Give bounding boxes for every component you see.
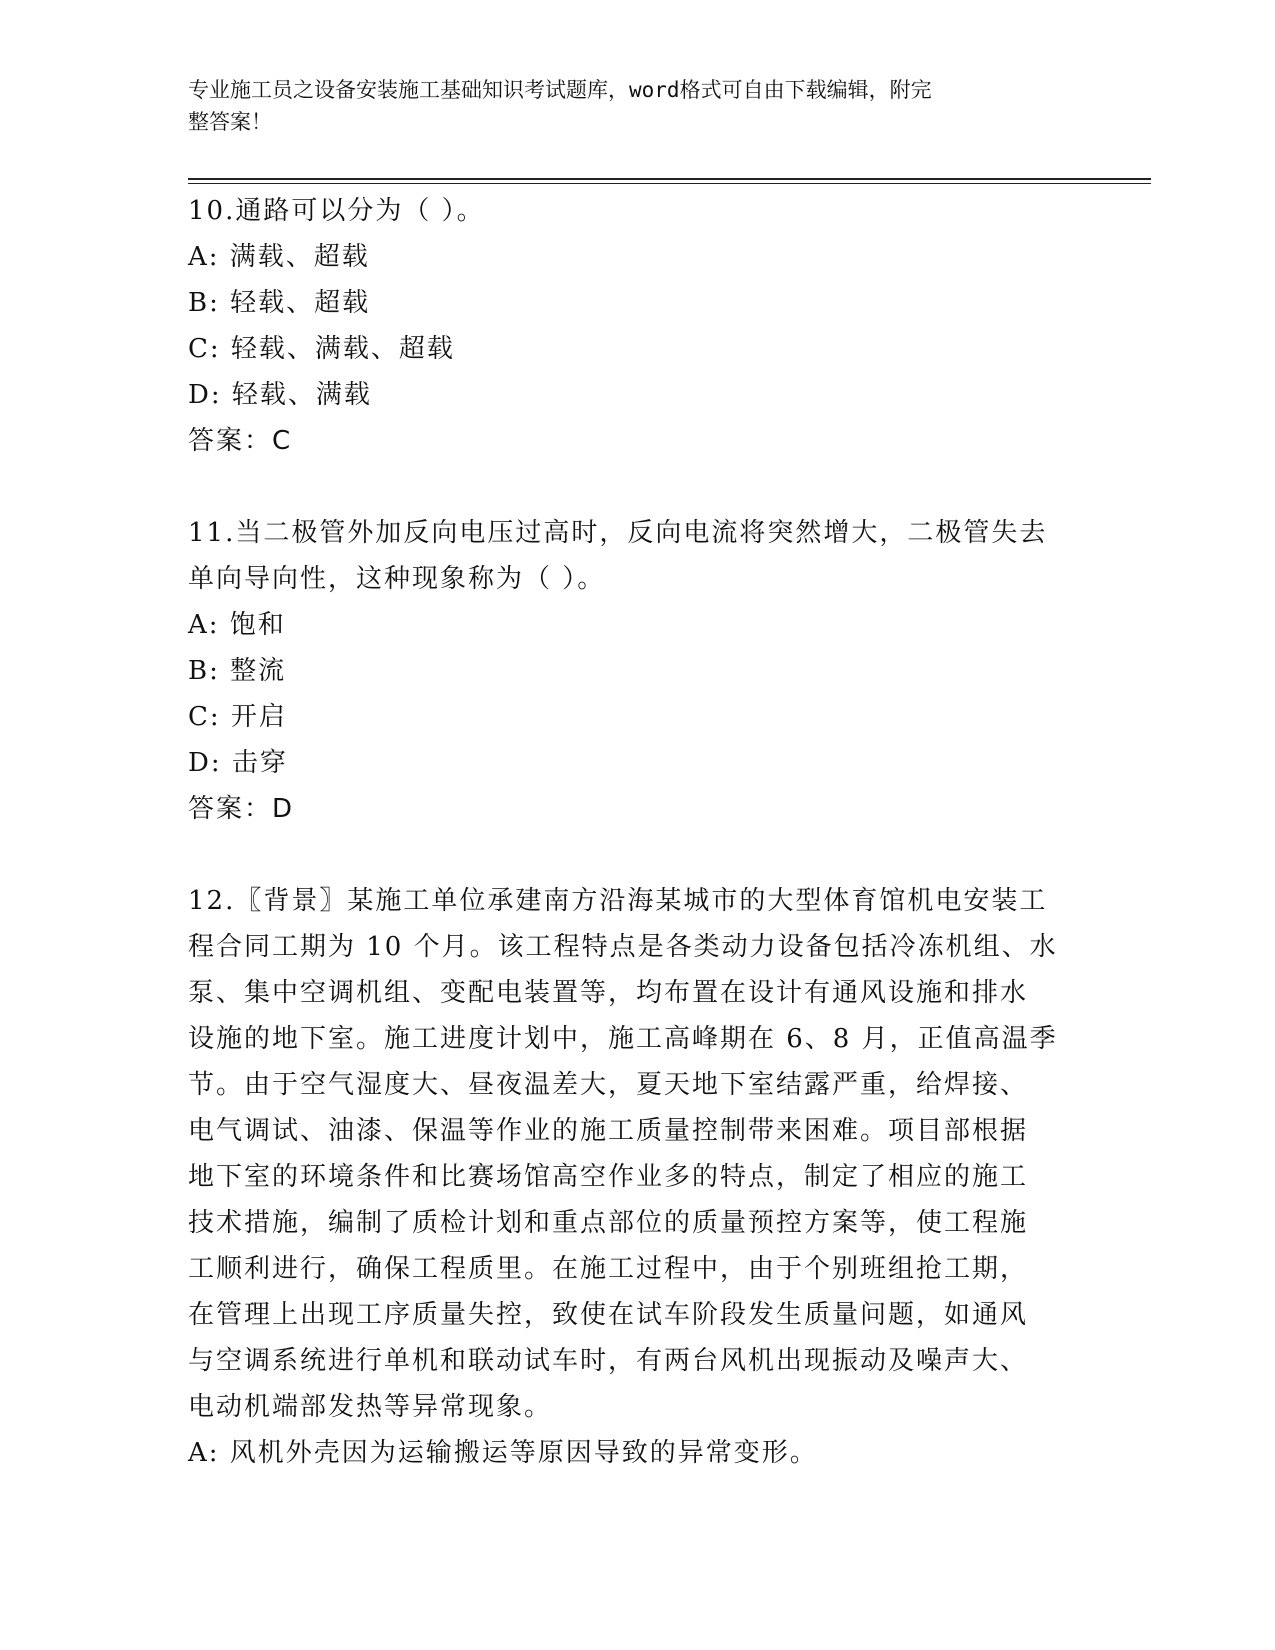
question-stem-line: 电动机端部发热等异常现象。 [188,1392,553,1422]
question-stem-line: 设施的地下室。施工进度计划中，施工高峰期在 6、8 月，正值高温季 [188,1024,1058,1054]
question-stem: 10.通路可以分为（ ）。 [188,196,485,226]
option-d: D: 轻载、满载 [188,380,372,410]
option-a: A: 饱和 [188,610,286,640]
question-list [188,188,1078,1476]
question-gap [188,464,1078,510]
question-stem-line: 12.〖背景〗某施工单位承建南方沿海某城市的大型体育馆机电安装工 [188,886,1048,916]
header-line-2: 整答案！ [188,110,272,134]
answer: 答案：C [188,426,293,456]
option-a: A: 风机外壳因为运输搬运等原因导致的异常变形。 [188,1438,818,1468]
question-stem-line: 与空调系统进行单机和联动试车时，有两台风机出现振动及噪声大、 [188,1346,1029,1376]
option-d: D: 击穿 [188,748,288,778]
question-stem-line: 节。由于空气湿度大、昼夜温差大，夏天地下室结露严重，给焊接、 [188,1070,1029,1100]
answer: 答案：D [188,794,295,824]
question-gap [188,832,1078,878]
option-c: C: 开启 [188,702,287,732]
question-11 [188,510,1078,832]
question-stem-line: 泵、集中空调机组、变配电装置等，均布置在设计有通风设施和排水 [188,978,1029,1008]
question-stem-line: 单向导向性，这种现象称为（ ）。 [188,564,606,594]
question-stem-line: 程合同工期为 10 个月。该工程特点是各类动力设备包括冷冻机组、水 [188,932,1058,962]
header-line-1: 专业施工员之设备安装施工基础知识考试题库，word格式可自由下载编辑，附完 [188,78,932,102]
question-stem-line: 地下室的环境条件和比赛场馆高空作业多的特点，制定了相应的施工 [188,1162,1029,1192]
option-b: B: 整流 [188,656,287,686]
header-divider-thin [188,183,1151,184]
option-b: B: 轻载、超载 [188,288,371,318]
question-12 [188,878,1078,1476]
question-stem-line: 工顺利进行，确保工程质里。在施工过程中，由于个别班组抢工期， [188,1254,1029,1284]
question-stem-line: 电气调试、油漆、保温等作业的施工质量控制带来困难。项目部根据 [188,1116,1029,1146]
header-divider-thick [188,178,1151,180]
document-header [188,74,1068,138]
question-10 [188,188,1078,464]
question-stem-line: 在管理上出现工序质量失控，致使在试车阶段发生质量问题，如通风 [188,1300,1029,1330]
question-stem-line: 11.当二极管外加反向电压过高时，反向电流将突然增大，二极管失去 [188,518,1048,548]
question-stem-line: 技术措施，编制了质检计划和重点部位的质量预控方案等，使工程施 [188,1208,1029,1238]
option-a: A: 满载、超载 [188,242,370,272]
option-c: C: 轻载、满载、超载 [188,334,455,364]
